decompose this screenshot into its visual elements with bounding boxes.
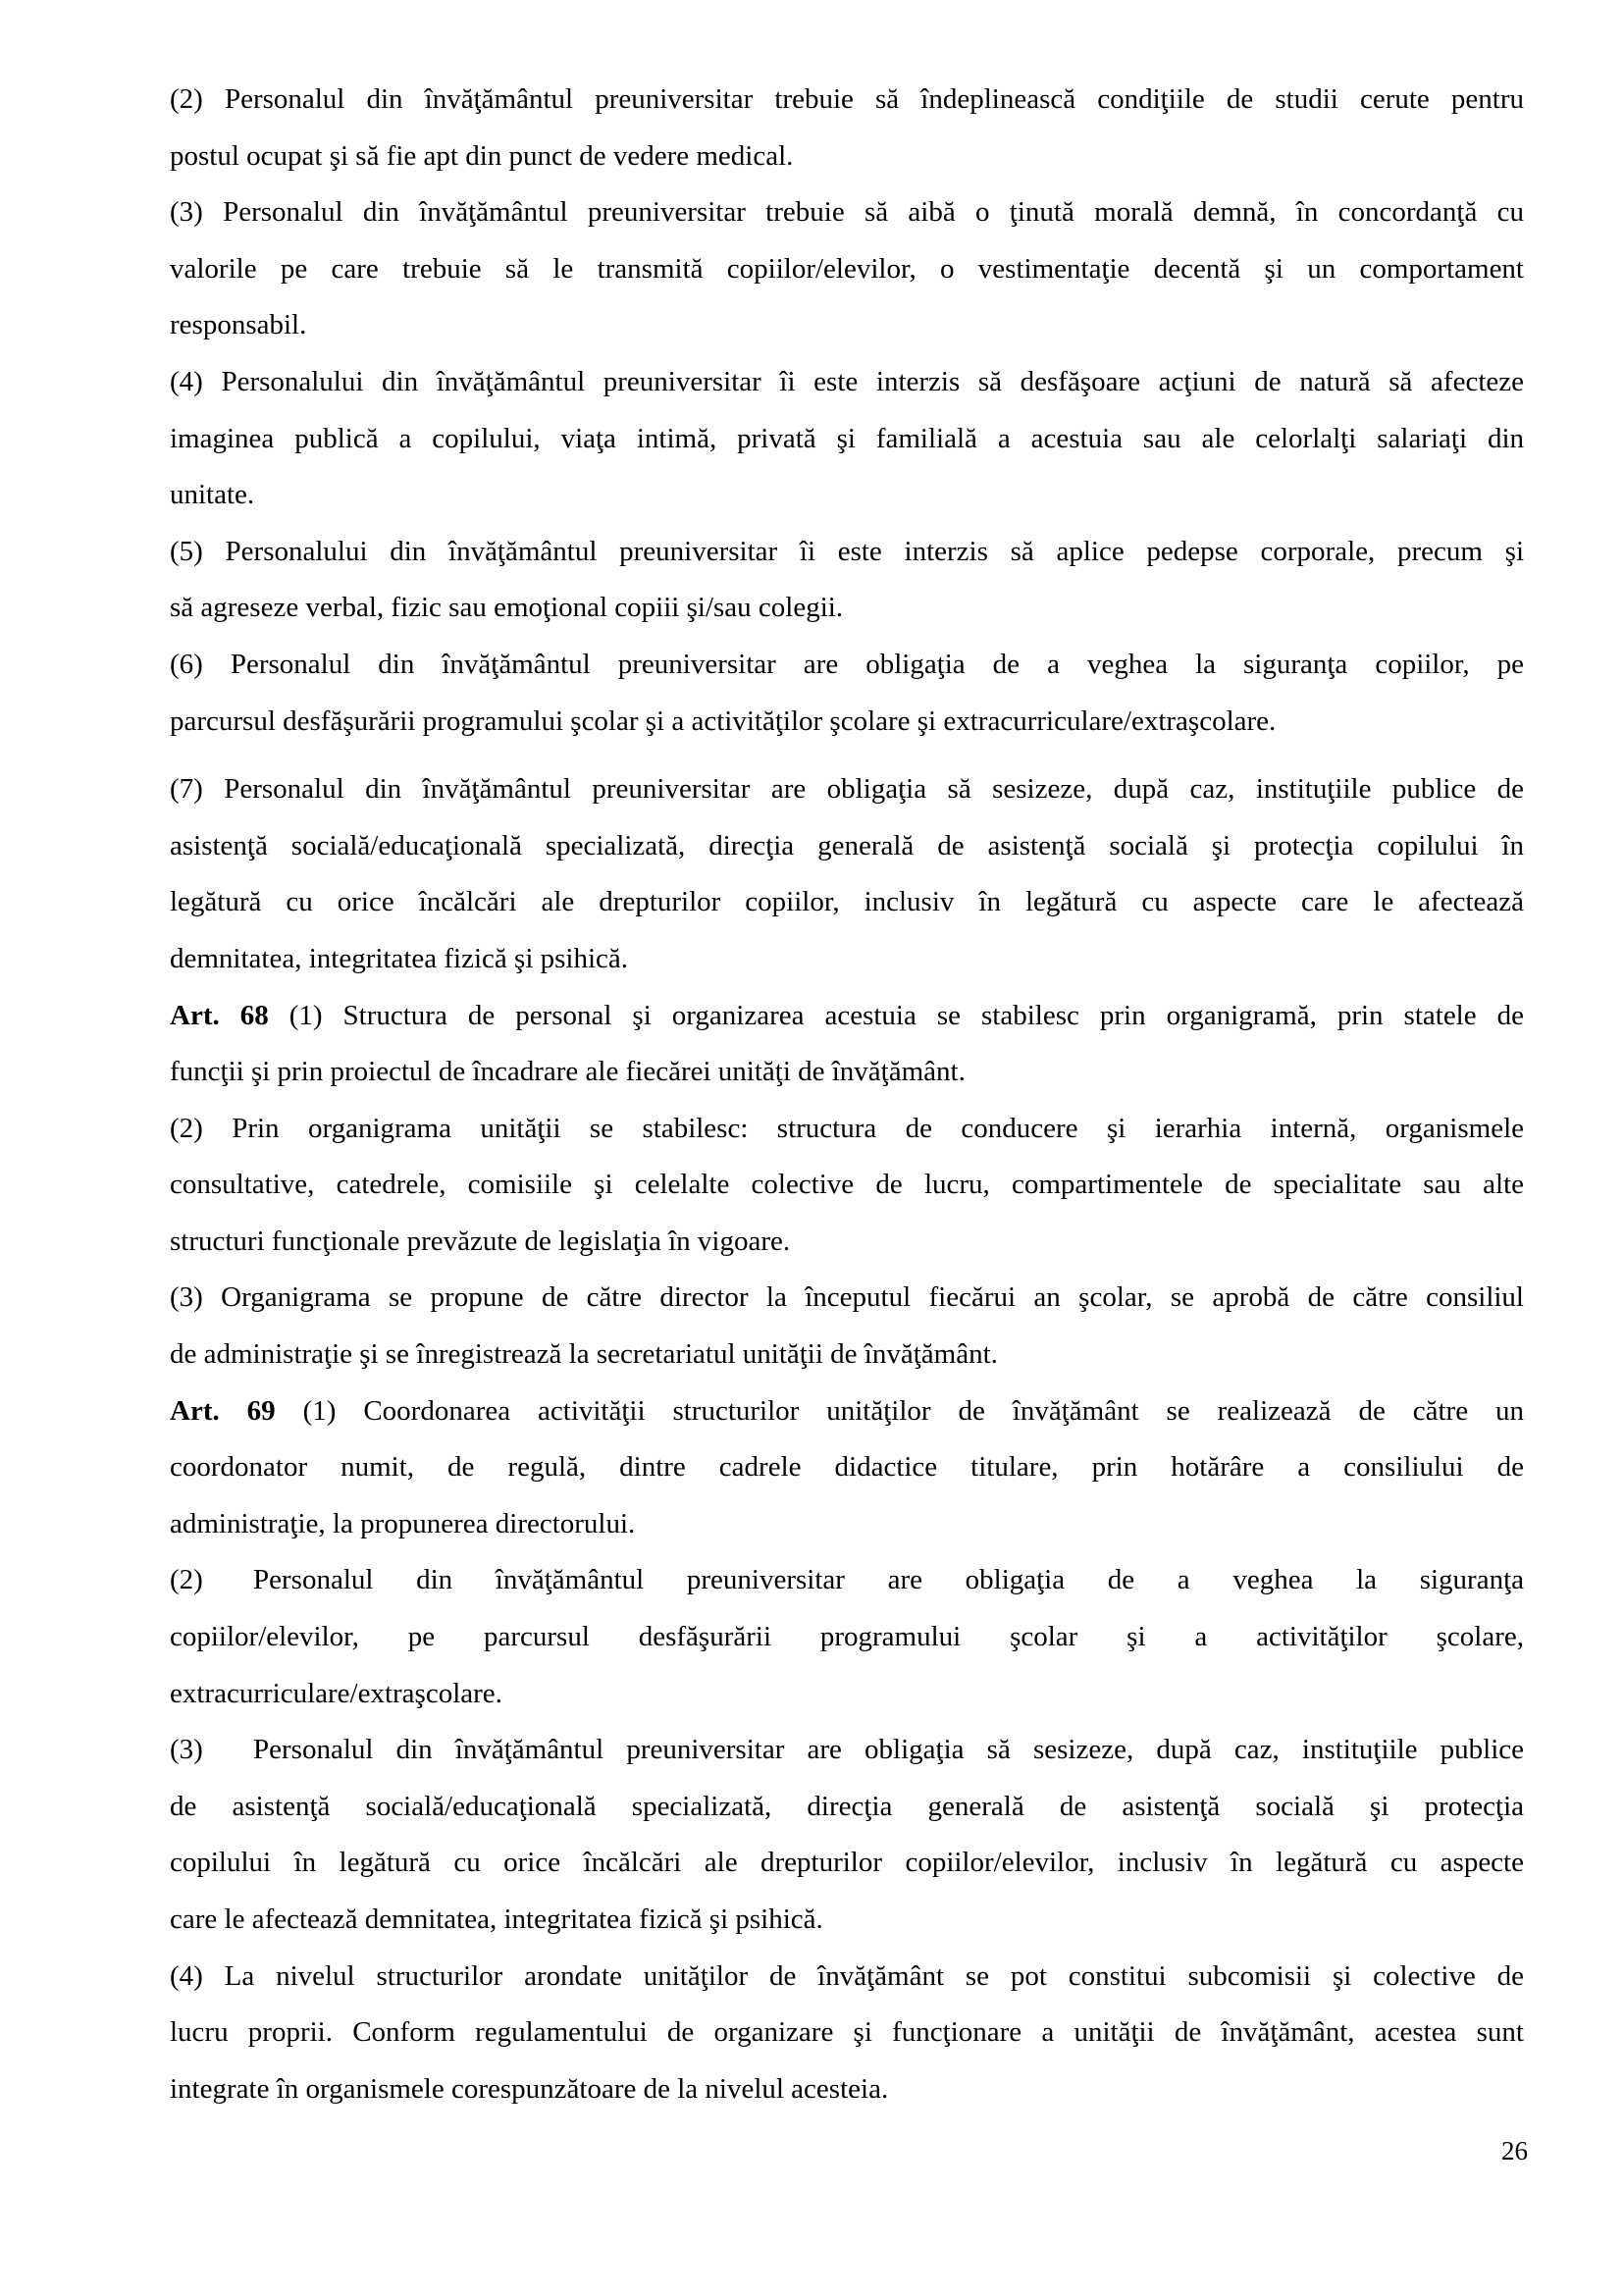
text-line: care le afectează demnitatea, integritatea fizică şi psihică. — [170, 1904, 823, 1935]
paragraph — [170, 524, 1524, 637]
text-line: (6) Personalul din învăţământul preuniversitar are obligaţia de a veghea la siguranţa copiilor, pe — [170, 648, 1524, 680]
text-line: consultative, catedrele, comisiile şi celelalte colective de lucru, compartimentele de specialitate sau alte — [170, 1169, 1524, 1201]
text-line: (3) Organigrama se propune de către director la începutul fiecărui an şcolar, se aprobă de către consiliul — [170, 1281, 1524, 1314]
text-line: integrate în organismele corespunzătoare de la nivelul acesteia. — [170, 2072, 889, 2105]
text-line: (2) Personalul din învăţământul preuniversitar trebuie să îndeplinească condiţiile de studii cerute pentru — [170, 83, 1524, 115]
paragraph — [170, 1101, 1524, 1271]
paragraph — [170, 761, 1524, 987]
text-line: (3) Personalul din învăţământul preuniversitar trebuie să aibă o ţinută morală demnă, în concordanţă cu — [170, 196, 1524, 229]
text-line — [170, 1722, 1524, 1779]
list-marker: (2) — [170, 1564, 203, 1596]
text-line: valorile pe care trebuie să le transmită copiilor/elevilor, o vestimentaţie decentă şi un comportament — [170, 252, 1524, 285]
text-line: să agreseze verbal, fizic sau emoţional copiii şi/sau colegii. — [170, 592, 844, 624]
text-line: demnitatea, integritatea fizică şi psihică. — [170, 942, 629, 974]
text-line-segment: Personalul din învăţământul preuniversitar are obligaţia de a veghea la siguranţa — [253, 1564, 1524, 1596]
text-line: de asistenţă socială/educaţională specializată, direcţia generală de asistenţă socială şi protecţia — [170, 1790, 1524, 1822]
document-page-body — [170, 72, 1524, 2117]
paragraph — [170, 1722, 1524, 1948]
text-line: postul ocupat şi să fie apt din punct de vedere medical. — [170, 139, 794, 172]
text-line: structuri funcţionale prevăzute de legislaţia în vigoare. — [170, 1225, 791, 1257]
paragraph-article-68 — [170, 988, 1524, 1101]
text-line: legătură cu orice încălcări ale drepturilor copiilor, inclusiv în legătură cu aspecte care le afectează — [170, 886, 1524, 918]
paragraph — [170, 1552, 1524, 1722]
list-marker: (3) — [170, 1734, 203, 1766]
text-line: imaginea publică a copilului, viaţa intimă, privată şi familială a acestuia sau ale celorlalţi salariaţi din — [170, 422, 1524, 454]
paragraph — [170, 184, 1524, 354]
text-line: unitate. — [170, 479, 255, 511]
article-number: Art. 68 — [170, 999, 269, 1031]
paragraph — [170, 354, 1524, 524]
text-line: (4) Personalului din învăţământul preuniversitar îi este interzis să desfăşoare acţiuni de natură să afecteze — [170, 365, 1524, 397]
text-line: copiilor/elevilor, pe parcursul desfăşurării programului şcolar şi a activităţilor şcolare, — [170, 1621, 1524, 1653]
paragraph — [170, 1949, 1524, 2118]
text-line: (2) Prin organigrama unităţii se stabilesc: structura de conducere şi ierarhia internă, organismele — [170, 1112, 1524, 1144]
text-line: administraţie, la propunerea directorului. — [170, 1507, 636, 1539]
text-line — [170, 1552, 1524, 1609]
paragraph — [170, 1270, 1524, 1382]
text-line: parcursul desfăşurării programului şcolar şi a activităţilor şcolare şi extracurriculare/extraşcolare. — [170, 704, 1277, 737]
article-number: Art. 69 — [170, 1394, 276, 1427]
text-line: responsabil. — [170, 309, 307, 341]
text-line: funcţii şi prin proiectul de încadrare ale fiecărei unităţi de învăţământ. — [170, 1056, 966, 1088]
paragraph — [170, 637, 1524, 750]
text-line: de administraţie şi se înregistrează la secretariatul unităţii de învăţământ. — [170, 1338, 998, 1371]
text-line: (7) Personalul din învăţământul preuniversitar are obligaţia să sesizeze, după caz, instituţiile publice de — [170, 773, 1524, 806]
text-line-segment: Personalul din învăţământul preuniversitar are obligaţia să sesizeze, după caz, instituţiile publice — [253, 1734, 1524, 1766]
page-number: 26 — [1501, 2136, 1528, 2165]
text-line: copilului în legătură cu orice încălcări ale drepturilor copiilor/elevilor, inclusiv în legătură cu aspecte — [170, 1847, 1524, 1879]
text-line: (5) Personalului din învăţământul preuniversitar îi este interzis să aplice pedepse corporale, precum şi — [170, 535, 1524, 567]
text-line — [170, 1383, 1524, 1440]
text-line: lucru proprii. Conform regulamentului de organizare şi funcţionare a unităţii de învăţământ, acestea sunt — [170, 2016, 1524, 2049]
text-line: asistenţă socială/educaţională specializată, direcţia generală de asistenţă socială şi protecţia copilului în — [170, 829, 1524, 861]
text-line-segment: (1) Structura de personal şi organizarea acestuia se stabilesc prin organigramă, prin statele de — [268, 999, 1524, 1031]
text-line: (4) La nivelul structurilor arondate unităţilor de învăţământ se pot constitui subcomisii şi colective de — [170, 1959, 1524, 1992]
text-line: coordonator numit, de regulă, dintre cadrele didactice titulare, prin hotărâre a consiliului de — [170, 1451, 1524, 1484]
paragraph — [170, 72, 1524, 184]
text-line-segment: (1) Coordonarea activităţii structurilor unităţilor de învăţământ se realizează de către un — [275, 1394, 1524, 1427]
text-line: extracurriculare/extraşcolare. — [170, 1677, 502, 1709]
text-line — [170, 988, 1524, 1045]
paragraph-article-69 — [170, 1383, 1524, 1553]
